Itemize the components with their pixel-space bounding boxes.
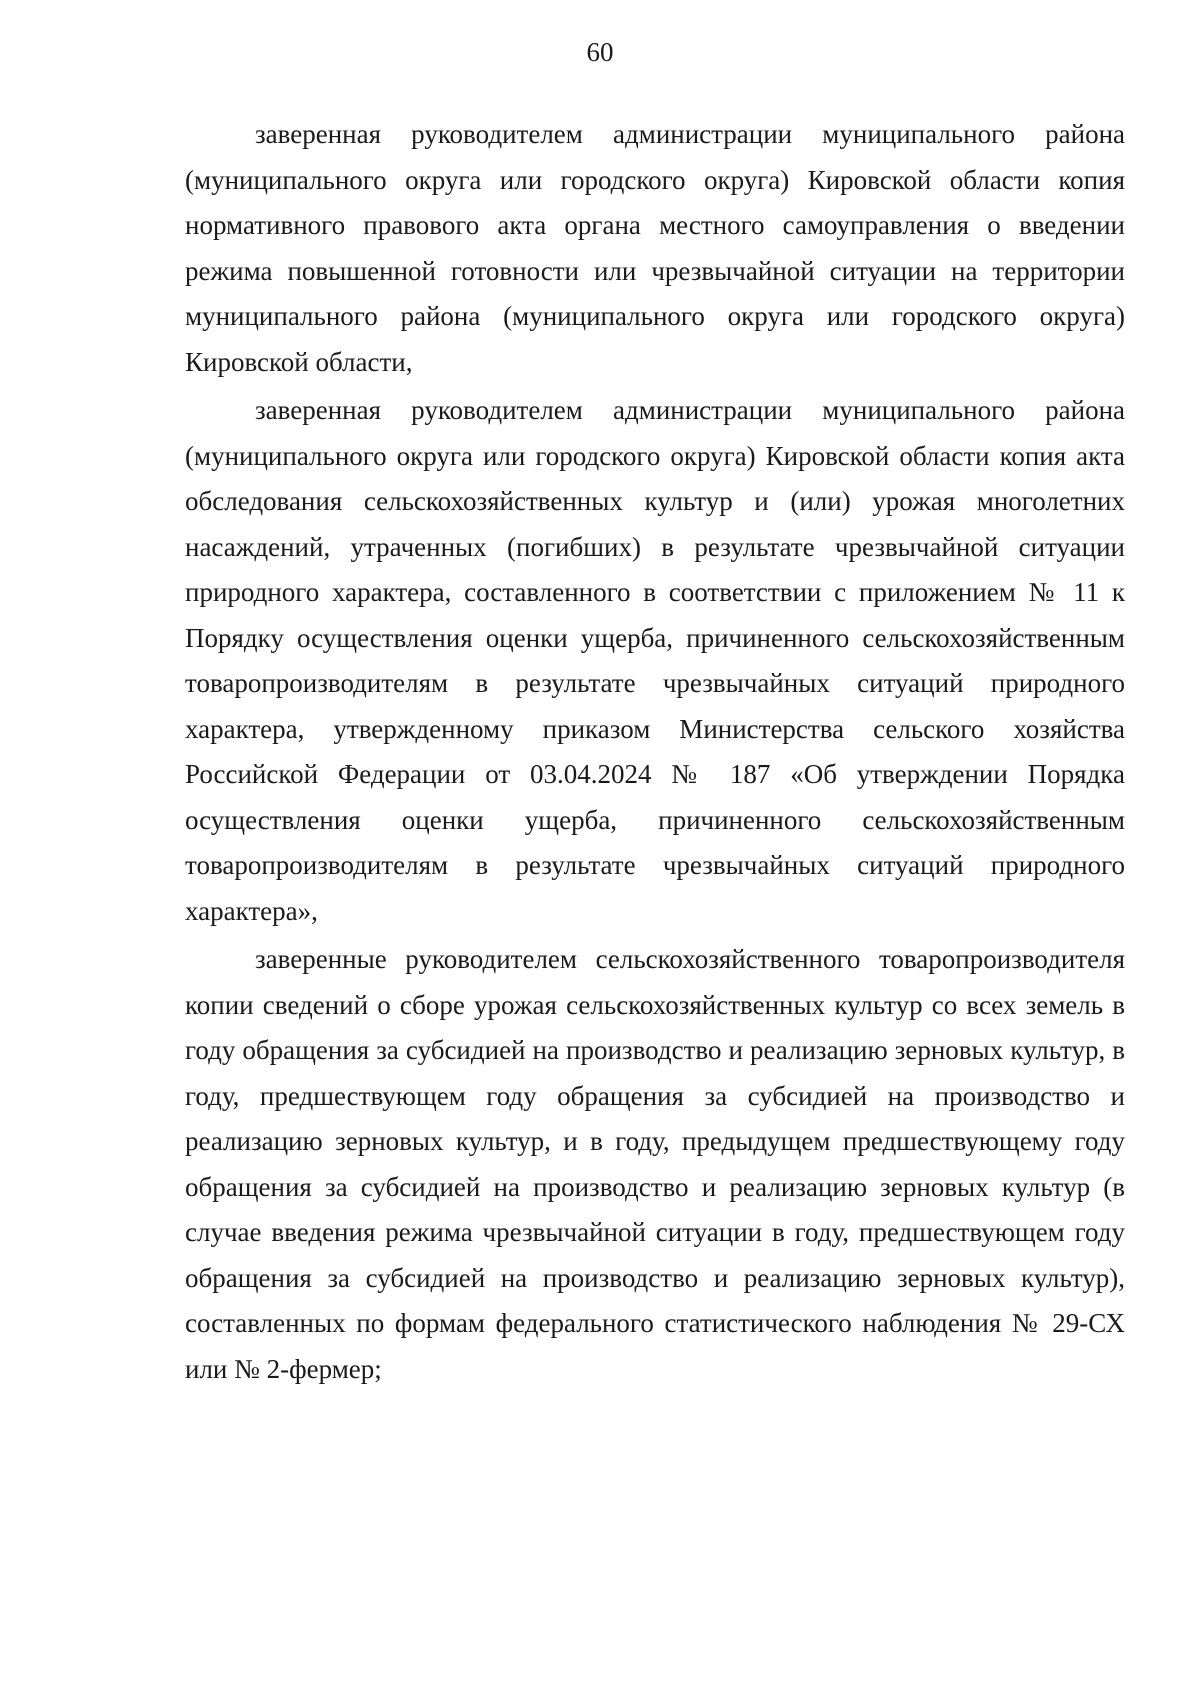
- document-body: [185, 112, 1125, 1392]
- page-number: 60: [586, 37, 614, 67]
- paragraph-harvest-data-copies: заверенные руководителем сельскохозяйственного товаропроизводителя копии сведений о сборе урожая сельскохозяйственных культур со всех земель в году обращения за субсидией на производство и реализацию зерновых культур, в году, предшествующем году обращения за субсидией на производство и реализацию зерновых культур, и в году, предыдущем предшествующему году обращения за субсидией на производство и реализацию зерновых культур (в случае введения режима чрезвычайной ситуации в году, предшествующем году обращения за субсидией на производство и реализацию зерновых культур), составленных по формам федерального статистического наблюдения № 29-СХ или № 2-фермер;: [185, 944, 1125, 1384]
- paragraph-npa-copy: заверенная руководителем администрации муниципального района (муниципального округа или городского округа) Кировской области копия нормативного правового акта органа местного самоуправления о введении режима повышенной готовности или чрезвычайной ситуации на территории муниципального района (муниципального округа или городского округа) Кировской области,: [185, 119, 1125, 377]
- paragraph-inspection-act-copy: заверенная руководителем администрации муниципального района (муниципального округа или городского округа) Кировской области копия акта обследования сельскохозяйственных культур и (или) урожая многолетних насаждений, утраченных (погибших) в результате чрезвычайной ситуации природного характера, составленного в соответствии с приложением № 11 к Порядку осуществления оценки ущерба, причиненного сельскохозяйственным товаропроизводителям в результате чрезвычайных ситуаций природного характера, утвержденному приказом Министерства сельского хозяйства Российской Федерации от 03.04.2024 № 187 «Об утверждении Порядка осуществления оценки ущерба, причиненного сельскохозяйственным товаропроизводителям в результате чрезвычайных ситуаций природного характера»,: [185, 395, 1125, 926]
